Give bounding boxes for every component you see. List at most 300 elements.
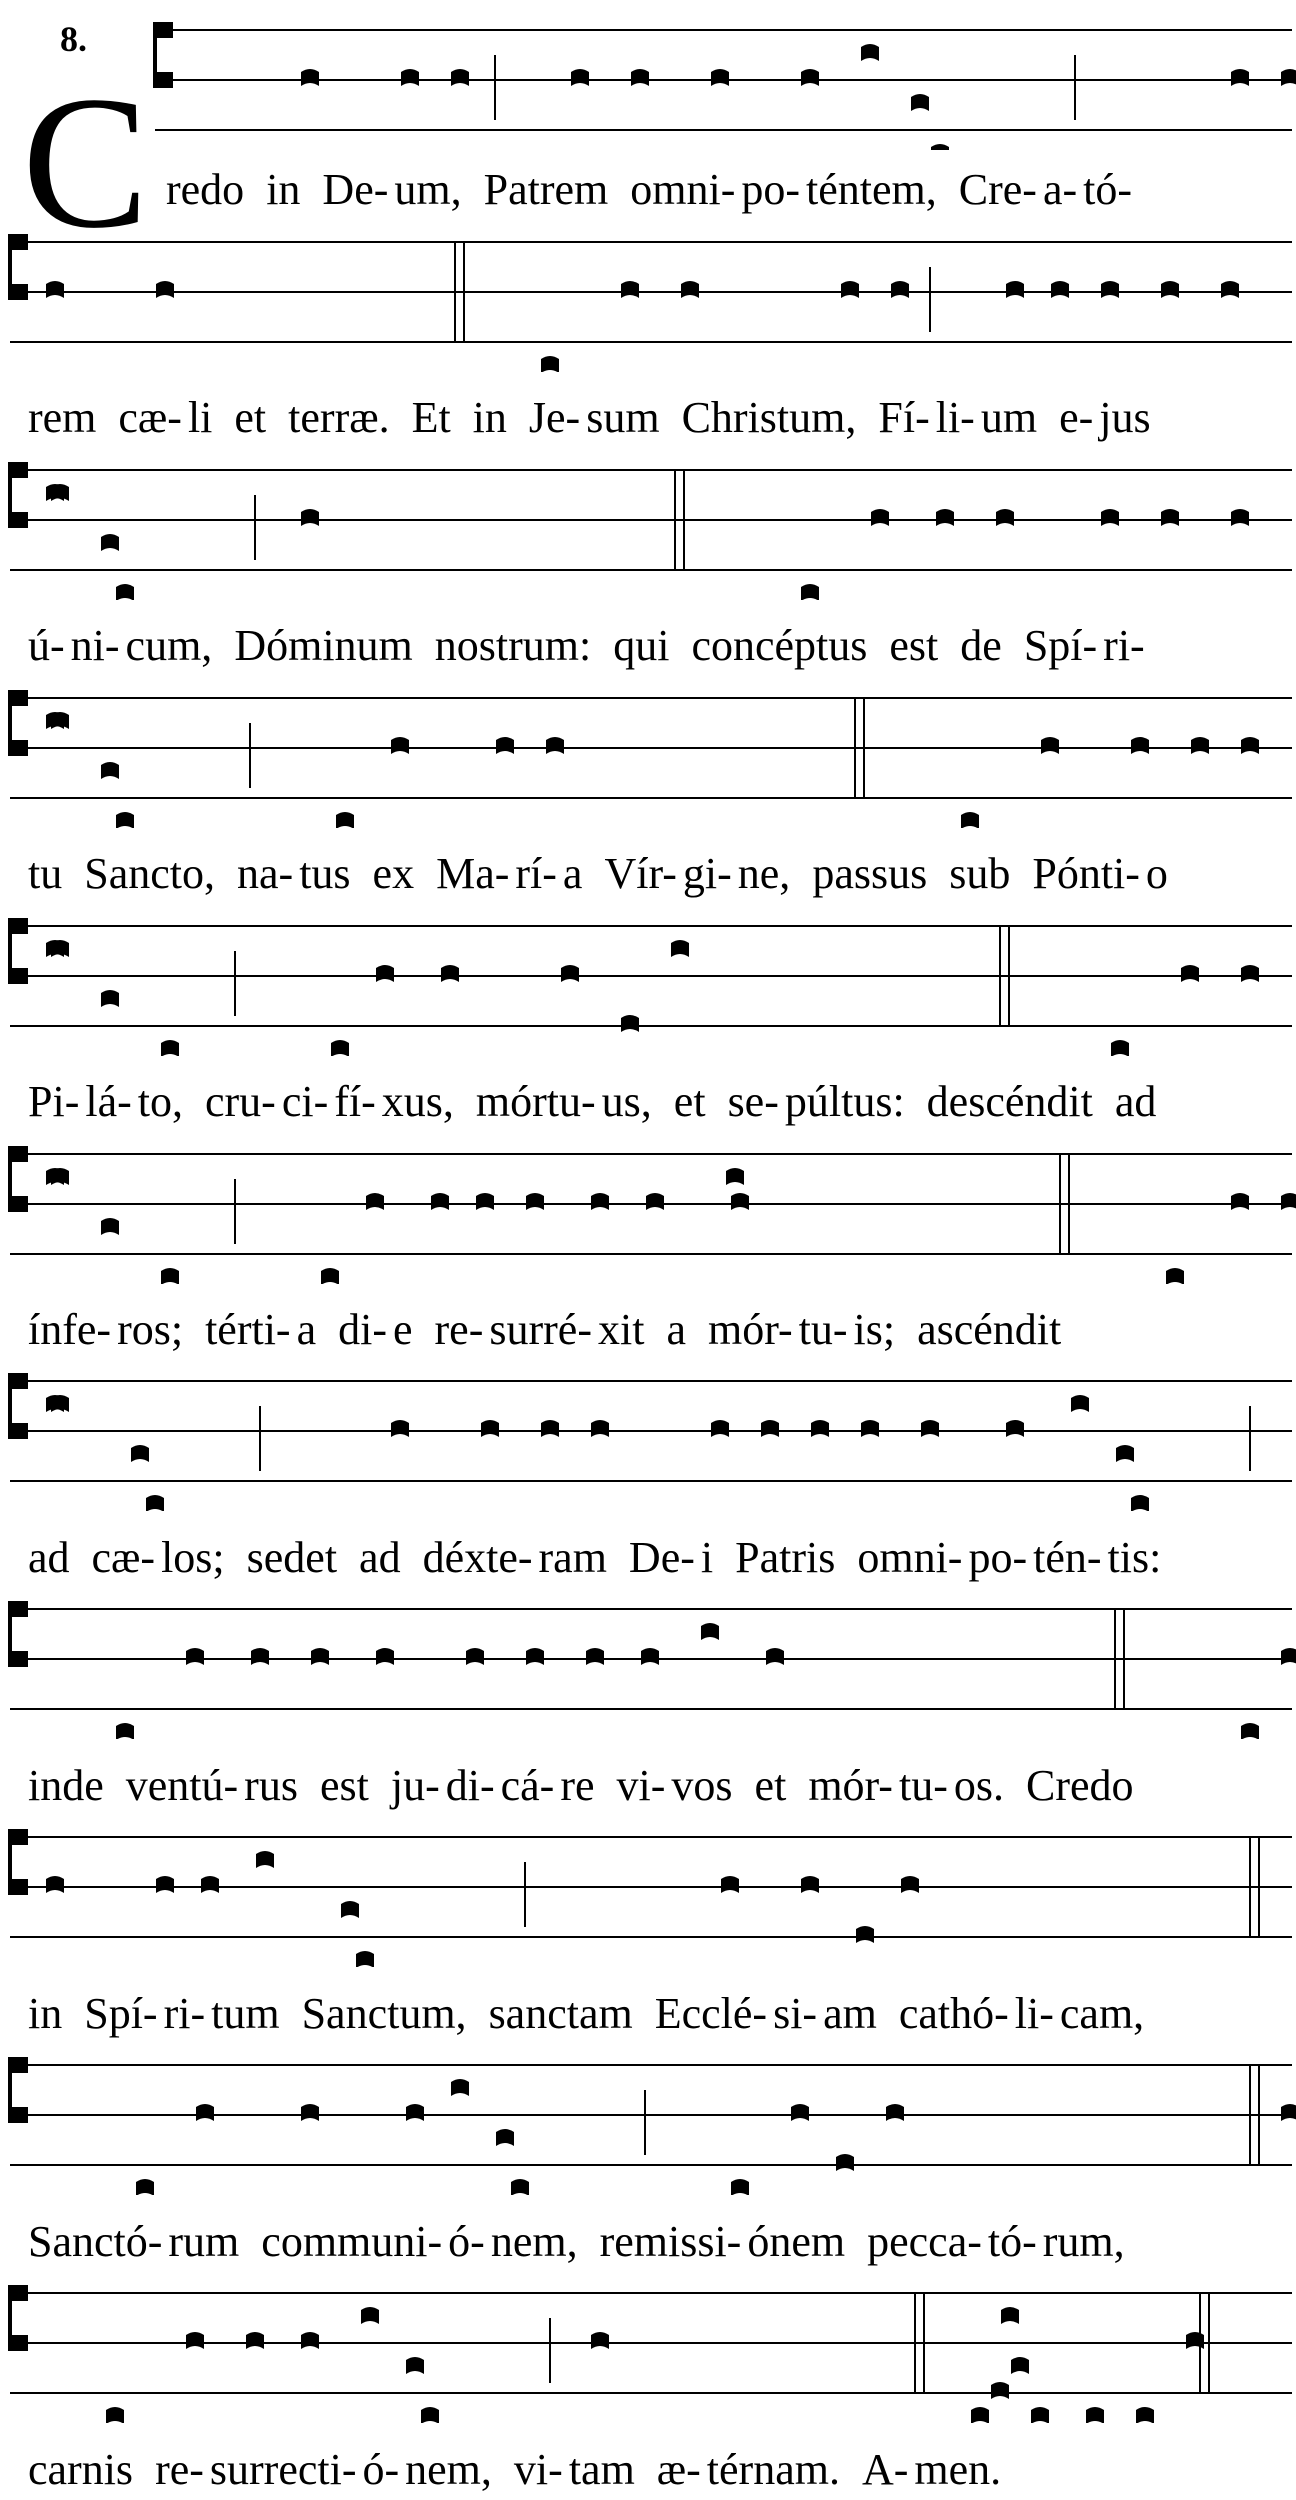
syllable: rus	[244, 1761, 298, 1810]
neume	[101, 762, 119, 779]
c-clef-icon	[155, 22, 171, 88]
syllable: Ma-	[436, 849, 510, 898]
syllable: ni-	[70, 621, 120, 670]
syllable: li	[187, 393, 213, 442]
neume	[336, 812, 354, 828]
neume	[1241, 965, 1259, 982]
staff-svg	[0, 1134, 1296, 1284]
syllable: a	[666, 1305, 686, 1354]
staff-system-5	[0, 906, 1296, 1026]
syllable: Sancto,	[84, 849, 215, 898]
syllable: remissi-	[599, 2217, 742, 2266]
c-clef-icon	[10, 690, 26, 756]
syllable: i	[700, 1533, 714, 1582]
syllable: térti-	[205, 1305, 291, 1354]
staff-svg	[0, 678, 1296, 828]
neume	[841, 281, 859, 298]
syllable: ju-	[390, 1761, 440, 1810]
syllable: inde	[28, 1761, 104, 1810]
neume	[361, 2307, 379, 2324]
neume	[856, 1926, 874, 1943]
c-clef-icon	[10, 462, 26, 528]
neume	[996, 509, 1014, 526]
neume	[711, 69, 729, 86]
syllable: cathó-	[898, 1989, 1009, 2038]
neume	[586, 1648, 604, 1665]
neume	[1231, 1193, 1249, 1210]
syllable: li-	[935, 393, 975, 442]
neume	[466, 1648, 484, 1665]
syllable: us,	[601, 1077, 652, 1126]
syllable: pecca-	[867, 2217, 982, 2266]
neume	[101, 1218, 119, 1235]
syllable: ascéndit	[917, 1305, 1062, 1354]
c-clef-icon	[10, 1829, 26, 1895]
syllable: se-	[727, 1077, 779, 1126]
neume	[761, 1420, 779, 1437]
neume	[871, 509, 889, 526]
syllable: vi-	[513, 2445, 563, 2494]
syllable: nem,	[490, 2217, 578, 2266]
neume	[146, 1495, 164, 1511]
neume	[731, 1193, 749, 1210]
syllable: po-	[741, 165, 801, 214]
neume	[196, 2104, 214, 2121]
neume	[1136, 2407, 1154, 2423]
neume	[301, 69, 319, 86]
neume	[1001, 2307, 1019, 2324]
syllable: ó-	[362, 2445, 400, 2494]
syllable: ad	[1114, 1077, 1157, 1126]
lyric-line-2	[0, 388, 1296, 448]
neume	[711, 1420, 729, 1437]
neume	[1191, 737, 1209, 754]
neume	[391, 1420, 409, 1437]
syllable: ex	[372, 849, 415, 898]
lyric-line-5	[0, 1072, 1296, 1132]
syllable: sanctam	[488, 1989, 633, 2038]
syllable: ri-	[163, 1989, 206, 2038]
neume	[431, 1193, 449, 1210]
syllable: De-	[322, 165, 389, 214]
staff-system-9	[0, 1817, 1296, 1937]
neume	[681, 281, 699, 298]
neume	[1181, 965, 1199, 982]
syllable: mór-	[707, 1305, 793, 1354]
neume	[591, 1420, 609, 1437]
syllable: et	[673, 1077, 706, 1126]
syllable: qui	[613, 621, 670, 670]
syllable: tu-	[898, 1761, 948, 1810]
syllable: ventú-	[125, 1761, 239, 1810]
neume	[591, 2332, 609, 2349]
neume	[1166, 1268, 1184, 1284]
neume	[1131, 1495, 1149, 1511]
neume	[451, 2079, 469, 2096]
syllable: e	[393, 1305, 413, 1354]
neume	[511, 2179, 529, 2195]
neume	[1051, 281, 1069, 298]
syllable: na-	[237, 849, 294, 898]
neume	[1031, 2407, 1049, 2423]
syllable: A-	[861, 2445, 909, 2494]
syllable: jus	[1099, 393, 1151, 442]
lyric-line-4	[0, 844, 1296, 904]
staff-svg	[0, 1361, 1296, 1511]
neume	[451, 69, 469, 86]
syllable: passus	[812, 849, 928, 898]
neume	[901, 1876, 919, 1893]
syllable: tu	[28, 849, 63, 898]
syllable: in	[28, 1989, 63, 2038]
syllable: omni-	[630, 165, 736, 214]
syllable: est	[889, 621, 939, 670]
syllable: déxte-	[422, 1533, 533, 1582]
syllable: térnam.	[706, 2445, 840, 2494]
syllable: Patrem	[483, 165, 609, 214]
syllable: um	[980, 393, 1038, 442]
neume	[401, 69, 419, 86]
syllable: tus	[299, 849, 351, 898]
syllable: Fí-	[878, 393, 930, 442]
syllable: ad	[28, 1533, 70, 1582]
neume	[541, 1420, 559, 1437]
neume	[886, 2104, 904, 2121]
neume	[1006, 281, 1024, 298]
neume	[1221, 281, 1239, 298]
staff-system-6	[0, 1134, 1296, 1254]
syllable: De-	[628, 1533, 695, 1582]
syllable: tu-	[798, 1305, 848, 1354]
neume	[541, 356, 559, 372]
syllable: lá-	[85, 1077, 132, 1126]
neume	[311, 1648, 329, 1665]
neume	[376, 965, 394, 982]
neume	[101, 534, 119, 551]
neume	[801, 584, 819, 600]
syllable: rum	[168, 2217, 240, 2266]
lyric-line-7	[0, 1528, 1296, 1588]
syllable: de	[960, 621, 1002, 670]
neume	[546, 737, 564, 754]
syllable: et	[234, 393, 267, 442]
syllable: ci-	[281, 1077, 329, 1126]
neume	[1131, 737, 1149, 754]
syllable: rum,	[1042, 2217, 1125, 2266]
neume	[561, 965, 579, 982]
neume	[156, 281, 174, 298]
syllable: um,	[394, 165, 462, 214]
syllable: tó-	[987, 2217, 1037, 2266]
staff-svg	[0, 1589, 1296, 1739]
syllable: surrecti-	[209, 2445, 357, 2494]
neume	[701, 1623, 719, 1640]
syllable: púltus:	[784, 1077, 905, 1126]
neume	[116, 584, 134, 600]
neume	[766, 1648, 784, 1665]
syllable: Et	[411, 393, 451, 442]
staff-svg	[0, 906, 1296, 1056]
syllable: cam,	[1059, 1989, 1145, 2038]
neume	[256, 1851, 274, 1868]
lyric-line-9	[0, 1984, 1296, 2044]
syllable: ri-	[1103, 621, 1145, 670]
neume	[301, 2104, 319, 2121]
syllable: mór-	[808, 1761, 893, 1810]
syllable: fí-	[334, 1077, 376, 1126]
syllable: os.	[953, 1761, 1004, 1810]
initial-letter: C	[22, 58, 149, 268]
staff-svg	[0, 2045, 1296, 2195]
syllable: omni-	[857, 1533, 963, 1582]
neume	[186, 2332, 204, 2349]
staff-system-11	[0, 2273, 1296, 2393]
lyric-line-8	[0, 1756, 1296, 1816]
c-clef-icon	[10, 2285, 26, 2351]
c-clef-icon	[10, 234, 26, 300]
neume	[801, 69, 819, 86]
syllable: rem	[28, 393, 97, 442]
neume	[721, 1876, 739, 1893]
neume	[1116, 1445, 1134, 1462]
neume	[331, 1040, 349, 1056]
neume	[376, 1648, 394, 1665]
syllable: tis:	[1107, 1533, 1162, 1582]
neume	[201, 1876, 219, 1893]
syllable: Spí-	[1023, 621, 1098, 670]
staff-system-10	[0, 2045, 1296, 2165]
neume	[1006, 1420, 1024, 1437]
neume	[406, 2357, 424, 2374]
syllable: Spí-	[84, 1989, 158, 2038]
lyric-line-10	[0, 2212, 1296, 2272]
neume	[1101, 509, 1119, 526]
neume	[861, 1420, 879, 1437]
neume	[571, 69, 589, 86]
neume	[671, 940, 689, 957]
neume	[116, 812, 134, 828]
neume	[1231, 69, 1249, 86]
staff-system-4	[0, 678, 1296, 798]
syllable: Pónti-	[1032, 849, 1140, 898]
syllable: Patris	[735, 1533, 836, 1582]
syllable: Je-	[528, 393, 581, 442]
syllable: di-	[338, 1305, 387, 1354]
syllable: o	[1145, 849, 1168, 898]
c-clef-icon	[10, 2057, 26, 2123]
syllable: Vír-	[604, 849, 677, 898]
neume	[1161, 281, 1179, 298]
staff-system-3	[0, 450, 1296, 570]
syllable: in	[472, 393, 507, 442]
neume	[991, 2382, 1009, 2399]
lyric-line-3	[0, 616, 1296, 676]
neume	[646, 1193, 664, 1210]
syllable: di-	[445, 1761, 495, 1810]
lyric-line-6	[0, 1300, 1296, 1360]
neume	[161, 1268, 179, 1284]
syllable: surré-	[489, 1305, 592, 1354]
neume	[591, 1193, 609, 1210]
neume	[1111, 1040, 1129, 1056]
neume	[621, 281, 639, 298]
syllable: a	[296, 1305, 317, 1354]
syllable: vi-	[616, 1761, 666, 1810]
syllable: mórtu-	[475, 1077, 596, 1126]
syllable: sum	[586, 393, 660, 442]
neume	[131, 1445, 149, 1462]
neume	[1231, 509, 1249, 526]
neume	[1241, 737, 1259, 754]
neume	[421, 2407, 439, 2423]
chant-number: 8.	[60, 19, 87, 59]
lyric-line-11	[0, 2440, 1296, 2500]
syllable: nem,	[405, 2445, 492, 2494]
neume	[1281, 2104, 1296, 2121]
syllable: a-	[1042, 165, 1078, 214]
neume	[1281, 1193, 1296, 1210]
neume	[106, 2407, 124, 2423]
syllable: carnis	[28, 2445, 134, 2494]
neume	[161, 1040, 179, 1056]
syllable: re-	[155, 2445, 204, 2494]
neume	[936, 509, 954, 526]
syllable: in	[266, 165, 301, 214]
syllable: sedet	[246, 1533, 338, 1582]
syllable: ne,	[737, 849, 791, 898]
neume	[791, 2104, 809, 2121]
neume	[481, 1420, 499, 1437]
neume	[136, 2179, 154, 2195]
neume	[1161, 509, 1179, 526]
syllable: Sanctum,	[301, 1989, 467, 2038]
syllable: sub	[949, 849, 1011, 898]
c-clef-icon	[10, 918, 26, 984]
syllable: po-	[968, 1533, 1028, 1582]
neume	[836, 2154, 854, 2171]
staff-system-7	[0, 1361, 1296, 1481]
neume	[251, 1648, 269, 1665]
neume	[1186, 2332, 1204, 2349]
neume	[406, 2104, 424, 2121]
syllable: ó-	[448, 2217, 485, 2266]
syllable: terræ.	[288, 393, 390, 442]
syllable: ónem	[747, 2217, 846, 2266]
syllable: ram	[538, 1533, 607, 1582]
staff-svg	[0, 1817, 1296, 1967]
neume	[186, 1648, 204, 1665]
neume	[101, 990, 119, 1007]
syllable: æ-	[656, 2445, 701, 2494]
staff-system-8	[0, 1589, 1296, 1709]
neume	[301, 2332, 319, 2349]
neume	[156, 1876, 174, 1893]
syllable: communi-	[261, 2217, 443, 2266]
syllable: nostrum:	[434, 621, 592, 670]
syllable: cæ-	[91, 1533, 156, 1582]
syllable: vos	[671, 1761, 733, 1810]
neume	[911, 94, 929, 111]
syllable: cru-	[205, 1077, 276, 1126]
syllable: Ecclé-	[654, 1989, 768, 2038]
syllable: ros;	[117, 1305, 184, 1354]
syllable: Credo	[1025, 1761, 1134, 1810]
syllable: men.	[914, 2445, 1002, 2494]
neume	[341, 1901, 359, 1918]
staff-system-2	[0, 222, 1296, 342]
syllable: Sanctó-	[28, 2217, 163, 2266]
neume	[801, 1876, 819, 1893]
neume	[921, 1420, 939, 1437]
neume	[631, 69, 649, 86]
neume	[496, 737, 514, 754]
syllable: cæ-	[118, 393, 182, 442]
syllable: tén-	[1033, 1533, 1102, 1582]
syllable: li-	[1014, 1989, 1054, 2038]
neume	[246, 2332, 264, 2349]
staff-svg	[0, 222, 1296, 372]
neume	[891, 281, 909, 298]
syllable: tum	[211, 1989, 280, 2038]
neume	[1281, 1648, 1296, 1665]
neume	[476, 1193, 494, 1210]
neume	[961, 812, 979, 828]
syllable: am	[823, 1989, 877, 2038]
neume	[441, 965, 459, 982]
syllable: e-	[1059, 393, 1094, 442]
syllable: Cre-	[958, 165, 1037, 214]
syllable: tó-	[1083, 165, 1133, 214]
syllable: los;	[161, 1533, 225, 1582]
syllable: Pi-	[28, 1077, 80, 1126]
syllable: est	[319, 1761, 369, 1810]
neume	[726, 1168, 744, 1185]
syllable: ú-	[28, 621, 65, 670]
staff-svg	[0, 450, 1296, 600]
syllable: ad	[359, 1533, 401, 1582]
neume	[116, 1723, 134, 1739]
neume	[641, 1648, 659, 1665]
neume	[1281, 69, 1296, 86]
syllable: xus,	[381, 1077, 454, 1126]
neume	[931, 144, 949, 150]
neume	[526, 1648, 544, 1665]
syllable: Christum,	[681, 393, 857, 442]
staff-system-1	[0, 0, 1296, 120]
neume	[1011, 2357, 1029, 2374]
neume	[1241, 1723, 1259, 1739]
neume	[731, 2179, 749, 2195]
syllable: to,	[137, 1077, 183, 1126]
syllable: a	[562, 849, 583, 898]
syllable: redo	[166, 165, 245, 214]
syllable: concéptus	[691, 621, 868, 670]
syllable: tam	[568, 2445, 635, 2494]
syllable: cum,	[125, 621, 213, 670]
syllable: et	[754, 1761, 787, 1810]
neume	[1041, 737, 1059, 754]
syllable: cá-	[500, 1761, 555, 1810]
neume	[46, 281, 64, 298]
neume	[1086, 2407, 1104, 2423]
syllable: si-	[773, 1989, 818, 2038]
syllable: Dóminum	[234, 621, 413, 670]
lyric-line-1	[0, 160, 1296, 220]
neume	[861, 44, 879, 61]
syllable: ínfe-	[28, 1305, 112, 1354]
syllable: gi-	[682, 849, 732, 898]
neume	[366, 1193, 384, 1210]
